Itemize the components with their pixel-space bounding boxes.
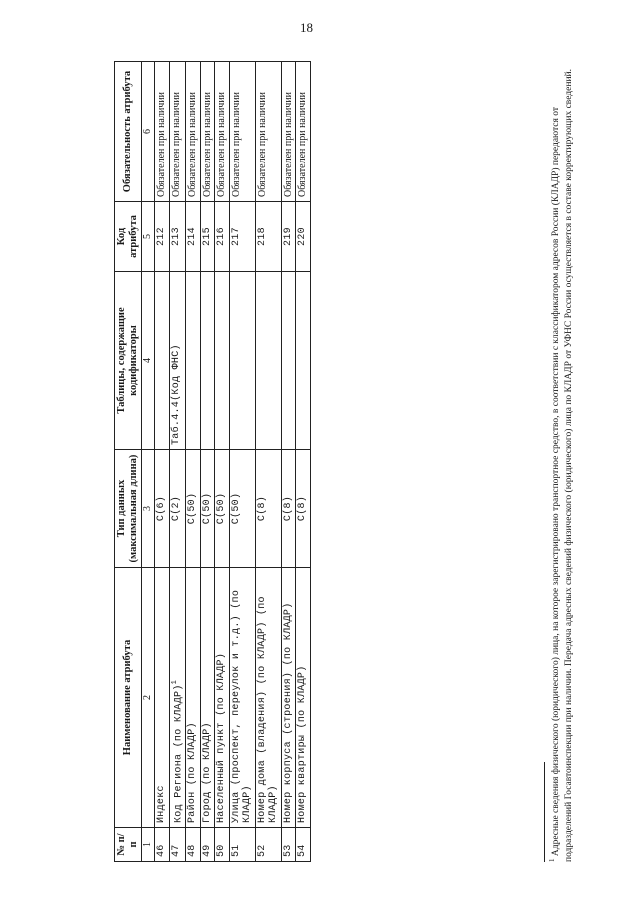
row-number	[255, 828, 281, 862]
data-type	[281, 450, 296, 568]
attribute-name	[229, 568, 255, 828]
data-type	[186, 450, 201, 568]
attribute-code	[296, 202, 311, 272]
data-type-text: С(50)	[230, 492, 242, 525]
rotated-page-content	[22, 32, 622, 862]
column-number: 2	[142, 568, 155, 828]
footnote-text: Адресные сведения физического (юридического) лица, на которое зарегистрировано транспортное средство, в соответствии с классификатором адресов России (КЛАДР) передаются от подразделений Госавтоинспекции при наличии. Передача адресных сведений физического (юридического) лица по КЛАДР от УФНС России осуществляется в составе корректирующих сведений.	[551, 69, 574, 862]
attribute-code-text: 216	[216, 227, 228, 246]
attribute-code-text: 219	[282, 227, 294, 246]
row-number-text: 46	[156, 844, 168, 857]
codifier-table	[255, 272, 281, 450]
data-type-text: С(8)	[256, 495, 268, 522]
attribute-code-text: 218	[256, 227, 268, 246]
table-header-row	[115, 62, 142, 862]
row-number	[186, 828, 201, 862]
header-number: № п/п	[115, 828, 142, 862]
codifier-table	[169, 272, 186, 450]
data-type	[215, 450, 230, 568]
obligation-text: Обязателен при наличии	[256, 91, 268, 197]
codifier-table	[155, 272, 170, 450]
obligation-text: Обязателен при наличии	[216, 91, 228, 197]
attribute-code-text: 213	[170, 227, 182, 246]
attribute-name-text: Улица (проспект, переулок и т.д.) (по КЛАДР)	[230, 589, 254, 823]
obligation-text: Обязателен при наличии	[170, 91, 182, 197]
obligation	[186, 62, 201, 202]
codifier-table	[281, 272, 296, 450]
attribute-name-text: Код Региона (по КЛАДР)	[172, 684, 184, 823]
row-number	[215, 828, 230, 862]
attribute-code	[186, 202, 201, 272]
obligation	[281, 62, 296, 202]
attribute-name	[200, 568, 215, 828]
obligation-text: Обязателен при наличии	[282, 91, 294, 197]
row-number	[229, 828, 255, 862]
attribute-name-text: Населенный пункт (по КЛАДР)	[216, 652, 228, 823]
obligation-text: Обязателен при наличии	[201, 91, 213, 197]
header-attribute-name: Наименование атрибута	[115, 568, 142, 828]
row-number	[281, 828, 296, 862]
header-data-type: Тип данных (максимальная длина)	[115, 450, 142, 568]
attribute-name-text: Город (по КЛАДР)	[201, 722, 213, 823]
obligation-text: Обязателен при наличии	[297, 91, 309, 197]
column-number: 1	[142, 828, 155, 862]
attribute-name	[296, 568, 311, 828]
attribute-code	[229, 202, 255, 272]
row-number-text: 51	[230, 844, 242, 857]
obligation	[169, 62, 186, 202]
data-type	[169, 450, 186, 568]
table-row	[281, 62, 296, 862]
attribute-code-text: 212	[156, 227, 168, 246]
attribute-code	[200, 202, 215, 272]
codifier-table	[186, 272, 201, 450]
attribute-code-text: 217	[230, 227, 242, 246]
table-row	[229, 62, 255, 862]
row-number	[155, 828, 170, 862]
header-obligation: Обязательность атрибута	[115, 62, 142, 202]
data-type-text: С(50)	[187, 492, 199, 525]
table-row	[255, 62, 281, 862]
data-type	[200, 450, 215, 568]
column-number: 4	[142, 272, 155, 450]
attribute-code	[215, 202, 230, 272]
obligation-text: Обязателен при наличии	[230, 91, 242, 197]
attribute-name-text: Район (по КЛАДР)	[187, 722, 199, 823]
attribute-name	[255, 568, 281, 828]
row-number-text: 49	[201, 844, 213, 857]
header-codifier-tables: Таблицы, содержащие кодификаторы	[115, 272, 142, 450]
data-type-text: С(50)	[201, 492, 213, 525]
attribute-name	[281, 568, 296, 828]
obligation	[155, 62, 170, 202]
row-number-text: 50	[216, 844, 228, 857]
attribute-name-text: Номер квартиры (по КЛАДР)	[297, 665, 309, 823]
obligation	[296, 62, 311, 202]
row-number	[296, 828, 311, 862]
column-number: 3	[142, 450, 155, 568]
data-type-text: С(6)	[156, 495, 168, 522]
row-number-text: 53	[282, 844, 294, 857]
table-row	[215, 62, 230, 862]
attribute-code-text: 215	[201, 227, 213, 246]
obligation-text: Обязателен при наличии	[187, 91, 199, 197]
attribute-name	[155, 568, 170, 828]
row-number-text: 54	[297, 844, 309, 857]
table-row	[155, 62, 170, 862]
obligation-text: Обязателен при наличии	[156, 91, 168, 197]
data-type-text: С(50)	[216, 492, 228, 525]
attribute-code-text: 214	[187, 227, 199, 246]
codifier-table-text: Таб.4.4(Код ФНС)	[170, 344, 182, 445]
footnote-reference: 1	[170, 679, 179, 685]
data-type	[296, 450, 311, 568]
attributes-table	[114, 61, 311, 862]
attribute-code-text: 220	[297, 227, 309, 246]
attribute-code	[255, 202, 281, 272]
obligation	[255, 62, 281, 202]
row-number-text: 48	[187, 844, 199, 857]
column-number-row	[142, 62, 155, 862]
page-number: 18	[300, 20, 313, 35]
footnote-marker: 1	[548, 858, 556, 862]
attribute-code	[169, 202, 186, 272]
data-type-text: С(2)	[170, 495, 182, 522]
attribute-code	[281, 202, 296, 272]
column-number: 6	[142, 62, 155, 202]
data-type-text: С(8)	[297, 495, 309, 522]
obligation	[215, 62, 230, 202]
attribute-name-text: Индекс	[156, 785, 168, 823]
row-number	[169, 828, 186, 862]
attribute-name	[169, 568, 186, 828]
data-type	[155, 450, 170, 568]
data-type	[229, 450, 255, 568]
obligation	[229, 62, 255, 202]
attribute-name-text: Номер корпуса (строения) (по КЛАДР)	[282, 602, 294, 823]
attribute-name-text: Номер дома (владения) (по КЛАДР) (по КЛАДР)	[256, 596, 280, 823]
column-number: 5	[142, 202, 155, 272]
table-row	[200, 62, 215, 862]
row-number-text: 47	[170, 844, 182, 857]
attribute-code	[155, 202, 170, 272]
codifier-table	[200, 272, 215, 450]
codifier-table	[296, 272, 311, 450]
codifier-table	[215, 272, 230, 450]
table-body	[155, 62, 311, 862]
obligation	[200, 62, 215, 202]
attribute-name	[186, 568, 201, 828]
table-row	[186, 62, 201, 862]
row-number-text: 52	[256, 844, 268, 857]
codifier-table	[229, 272, 255, 450]
table-row	[296, 62, 311, 862]
header-attribute-code: Код атрибута	[115, 202, 142, 272]
footnote-divider	[544, 762, 545, 862]
data-type-text: С(8)	[282, 495, 294, 522]
row-number	[200, 828, 215, 862]
table-row	[169, 62, 186, 862]
data-type	[255, 450, 281, 568]
footnote	[548, 62, 575, 862]
attribute-name	[215, 568, 230, 828]
